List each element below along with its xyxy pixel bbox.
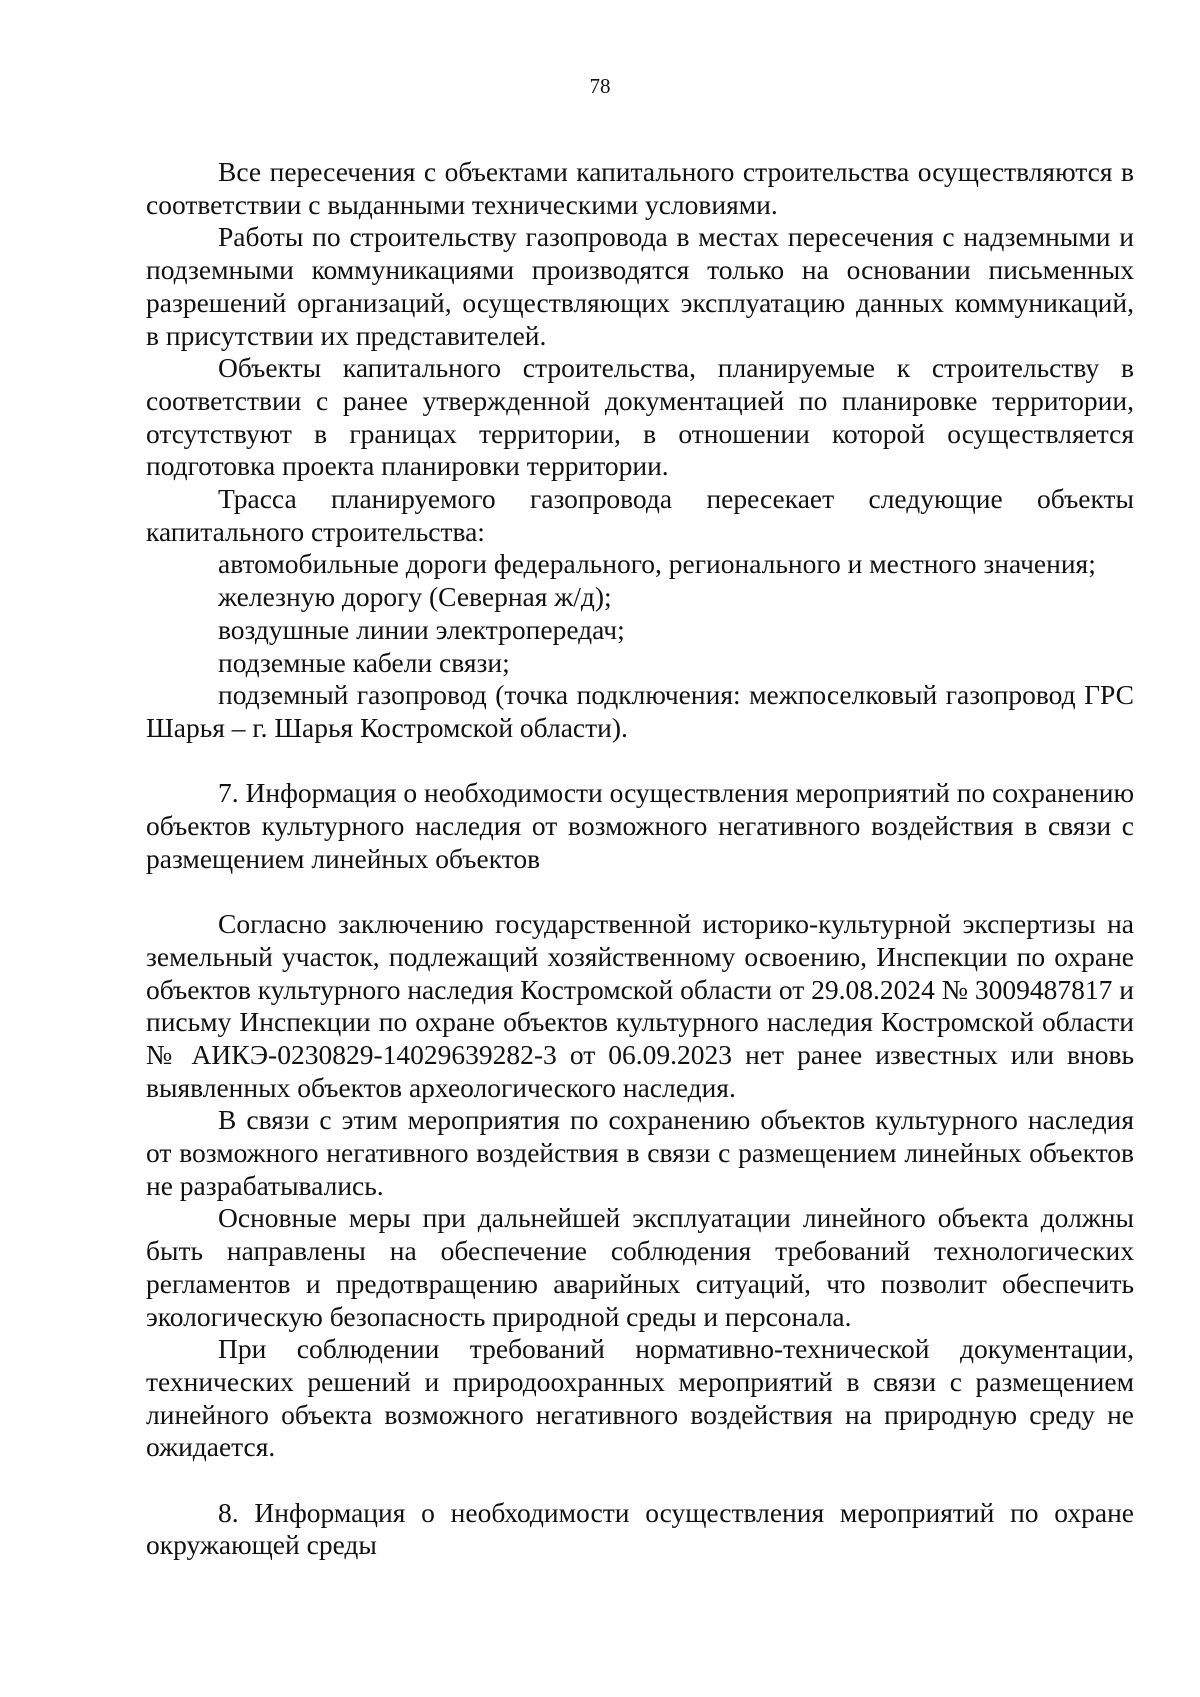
paragraph: В связи с этим мероприятия по сохранению объектов культурного наследия от возможного негативного воздействия в связи с размещением линейных объектов не разрабатывались.	[146, 1104, 1134, 1201]
page-number: 78	[589, 74, 611, 98]
paragraph: Согласно заключению государственной историко-культурной экспертизы на земельный участок, подлежащий хозяйственному освоению, Инспекции по охране объектов культурного наследия Костромской области от 29.08.2024 № 3009487817 и письму Инспекции по охране объектов культурного наследия Костромской области № АИКЭ-0230829-14029639282-3 от 06.09.2023 нет ранее известных или вновь выявленных объектов археологического наследия.	[146, 908, 1135, 1103]
list-item: железную дорогу (Северная ж/д);	[218, 581, 612, 613]
paragraph: При соблюдении требований нормативно-технической документации, технических решений и природоохранных мероприятий в связи с размещением линейного объекта возможного негативного воздействия на природную среду не ожидается.	[146, 1333, 1134, 1463]
list-item: воздушные линии электропередач;	[218, 613, 625, 645]
list-item: подземный газопровод (точка подключения: межпоселковый газопровод ГРС Шарья – г. Шарья Костромской области).	[146, 679, 1134, 743]
spacer	[146, 875, 1134, 908]
document-body	[146, 156, 1134, 1562]
paragraph: Все пересечения с объектами капитального строительства осуществляются в соответствии с выданными техническими условиями.	[146, 156, 1134, 220]
paragraph: Объекты капитального строительства, планируемые к строительству в соответствии с ранее утвержденной документацией по планировке территории, отсутствуют в границах территории, в отношении которой осуществляется подготовка проекта планировки территории.	[146, 352, 1134, 482]
paragraph: Работы по строительству газопровода в местах пересечения с надземными и подземными коммуникациями производятся только на основании письменных разрешений организаций, осуществляющих эксплуатацию данных коммуникаций, в присутствии их представителей.	[146, 221, 1134, 351]
paragraph: Трасса планируемого газопровода пересекает следующие объекты капитального строительства:	[146, 483, 1134, 547]
list-item: подземные кабели связи;	[218, 646, 510, 678]
section-7-heading: 7. Информация о необходимости осуществления мероприятий по сохранению объектов культурного наследия от возможного негативного воздействия в связи с размещением линейных объектов	[146, 777, 1134, 874]
spacer	[146, 1464, 1134, 1497]
spacer	[146, 745, 1134, 778]
section-8-heading: 8. Информация о необходимости осуществления мероприятий по охране окружающей среды	[146, 1496, 1134, 1561]
list-item: автомобильные дороги федерального, регионального и местного значения;	[218, 548, 1096, 580]
paragraph: Основные меры при дальнейшей эксплуатации линейного объекта должны быть направлены на обеспечение соблюдения требований технологических регламентов и предотвращению аварийных ситуаций, что позволит обеспечить экологическую безопасность природной среды и персонала.	[146, 1202, 1134, 1332]
